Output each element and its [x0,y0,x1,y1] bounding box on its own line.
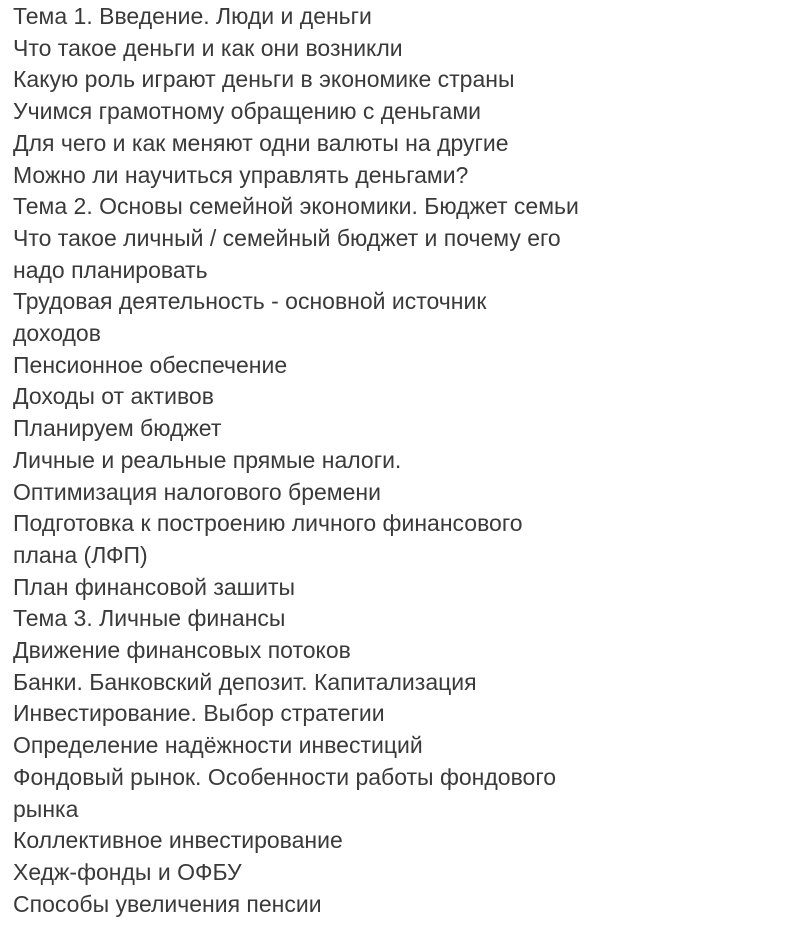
topic-list [13,1,773,920]
list-item: плана (ЛФП) [13,541,148,568]
list-item: Банки. Банковский депозит. Капитализация [13,668,477,695]
list-item: Планируем бюджет [13,415,222,442]
list-item: Что такое деньги и как они возникли [13,34,403,61]
list-item: Какую роль играют деньги в экономике страны [13,66,515,93]
topic-heading-3: Тема 3. Личные финансы [13,605,286,632]
list-item: Трудовая деятельность - основной источник [13,288,487,315]
list-item: рынка [13,795,79,822]
topic-heading-1: Тема 1. Введение. Люди и деньги [13,3,372,29]
list-item: Можно ли научиться управлять деньгами? [13,161,469,188]
list-item: Личные и реальные прямые налоги. [13,446,402,473]
topic-heading-2: Тема 2. Основы семейной экономики. Бюджет семьи [13,193,579,220]
list-item: Способы увеличения пенсии [13,890,322,917]
list-item: Инвестирование. Выбор стратегии [13,700,385,727]
list-item: надо планировать [13,256,208,283]
list-item: Пенсионное обеспечение [13,351,288,378]
list-item: Фондовый рынок. Особенности работы фондового [13,763,557,790]
list-item: Движение финансовых потоков [13,637,351,664]
list-item: Для чего и как меняют одни валюты на другие [13,129,509,156]
list-item: Доходы от активов [13,383,214,410]
topic-list-container [13,1,773,920]
list-item: Коллективное инвестирование [13,827,343,854]
list-item: Что такое личный / семейный бюджет и почему его [13,224,561,251]
list-item: Определение надёжности инвестиций [13,732,423,759]
list-item: Хедж-фонды и ОФБУ [13,858,242,885]
list-item: Оптимизация налогового бремени [13,478,381,505]
list-item: доходов [13,320,101,347]
list-item: План финансовой зашиты [13,573,296,600]
list-item: Учимся грамотному обращению с деньгами [13,98,481,125]
list-item: Подготовка к построению личного финансового [13,510,523,537]
